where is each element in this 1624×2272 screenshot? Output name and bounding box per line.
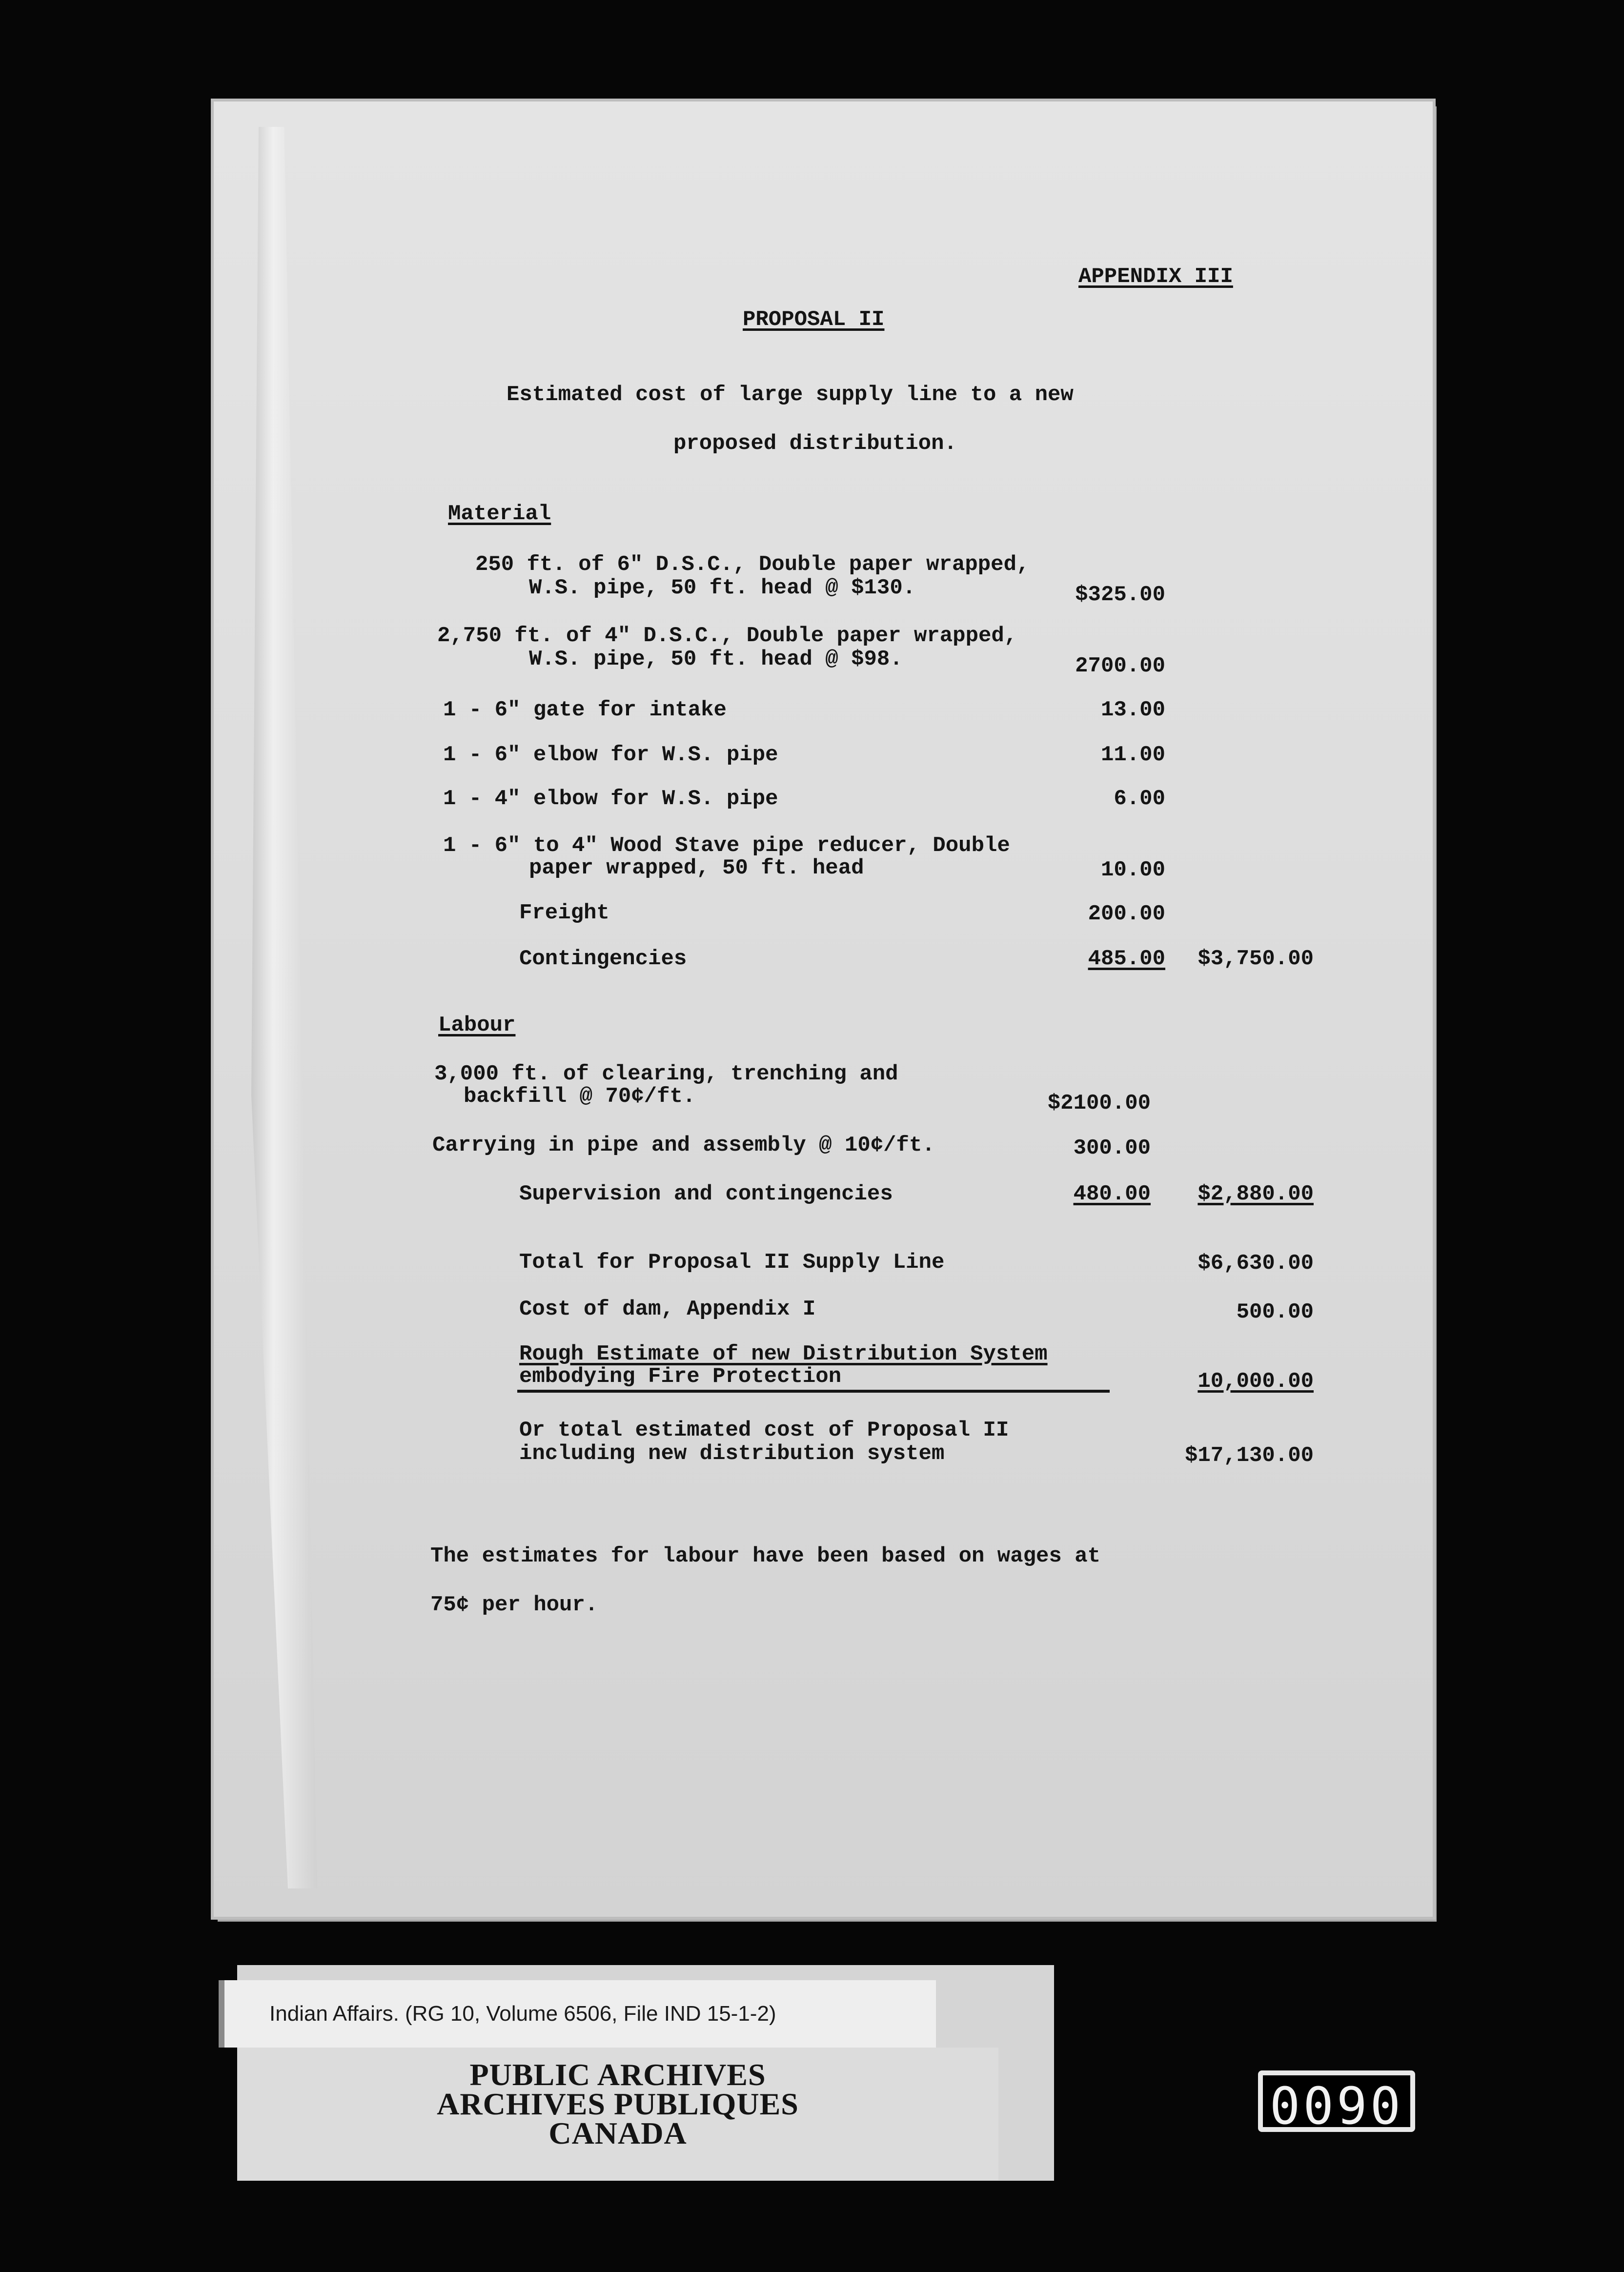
note-line-2: 75¢ per hour.: [430, 1593, 598, 1617]
material-item-2-line-1: 2,750 ft. of 4" D.S.C., Double paper wrapped,: [437, 624, 1017, 648]
appendix-heading: APPENDIX III: [1078, 264, 1233, 289]
material-freight-amount: 200.00: [1088, 902, 1165, 926]
archive-name-en: PUBLIC ARCHIVES: [469, 2057, 766, 2092]
material-item-6-line-1: 1 - 6" to 4" Wood Stave pipe reducer, Double: [443, 833, 1010, 858]
material-heading: Material: [448, 502, 551, 526]
summary-grand-total-line-2: including new distribution system: [519, 1441, 945, 1466]
archive-stamp: [237, 2048, 998, 2180]
material-contingencies-amount: 485.00: [1088, 947, 1165, 971]
labour-item-1-line-1: 3,000 ft. of clearing, trenching and: [434, 1062, 898, 1086]
material-item-2-amount: 2700.00: [1075, 654, 1165, 678]
labour-supervision: Supervision and contingencies: [519, 1182, 893, 1206]
labour-total: $2,880.00: [1198, 1182, 1314, 1206]
archive-name-fr: ARCHIVES PUBLIQUES: [437, 2087, 799, 2121]
archive-reference: Indian Affairs. (RG 10, Volume 6506, File IND 15-1-2): [219, 1980, 936, 2048]
labour-item-2-amount: 300.00: [1073, 1136, 1151, 1160]
labour-heading: Labour: [438, 1013, 516, 1037]
material-item-4-amount: 11.00: [1100, 743, 1165, 767]
material-item-3: 1 - 6" gate for intake: [443, 698, 727, 722]
proposal-heading: PROPOSAL II: [743, 307, 885, 332]
summary-supply-line-amount: $6,630.00: [1198, 1251, 1314, 1276]
summary-distribution-amount: 10,000.00: [1198, 1369, 1314, 1394]
distribution-underline: [517, 1390, 1110, 1393]
summary-dam-amount: 500.00: [1236, 1300, 1314, 1324]
labour-item-1-line-2: backfill @ 70¢/ft.: [464, 1084, 696, 1109]
title-line-2: proposed distribution.: [673, 431, 957, 456]
material-total: $3,750.00: [1198, 947, 1314, 971]
title-line-1: Estimated cost of large supply line to a new: [507, 383, 1074, 407]
material-contingencies: Contingencies: [519, 947, 687, 971]
material-item-1-line-2: W.S. pipe, 50 ft. head @ $130.: [529, 576, 916, 600]
labour-item-2: Carrying in pipe and assembly @ 10¢/ft.: [432, 1133, 935, 1157]
material-item-4: 1 - 6" elbow for W.S. pipe: [443, 743, 778, 767]
material-item-6-line-2: paper wrapped, 50 ft. head: [529, 856, 864, 880]
note-line-1: The estimates for labour have been based on wages at: [430, 1544, 1101, 1568]
labour-item-1-amount: $2100.00: [1047, 1091, 1151, 1116]
summary-grand-total-amount: $17,130.00: [1184, 1443, 1314, 1468]
material-item-2-line-2: W.S. pipe, 50 ft. head @ $98.: [529, 647, 903, 671]
material-item-5: 1 - 4" elbow for W.S. pipe: [443, 787, 778, 811]
summary-supply-line: Total for Proposal II Supply Line: [519, 1250, 945, 1275]
summary-distribution-line-2: embodying Fire Protection: [519, 1364, 842, 1389]
archive-country: CANADA: [548, 2116, 687, 2150]
summary-dam: Cost of dam, Appendix I: [519, 1297, 816, 1321]
material-freight: Freight: [519, 901, 609, 925]
material-item-6-amount: 10.00: [1100, 858, 1165, 882]
summary-grand-total-line-1: Or total estimated cost of Proposal II: [519, 1418, 1009, 1442]
document: [214, 101, 1433, 1917]
frame-number: 0090: [1258, 2070, 1415, 2132]
labour-supervision-amount: 480.00: [1073, 1182, 1151, 1206]
material-item-5-amount: 6.00: [1114, 787, 1165, 811]
material-item-1-line-1: 250 ft. of 6" D.S.C., Double paper wrapped,: [475, 552, 1030, 577]
summary-distribution-line-1: Rough Estimate of new Distribution System: [519, 1342, 1048, 1366]
material-item-3-amount: 13.00: [1100, 698, 1165, 722]
material-item-1-amount: $325.00: [1075, 583, 1165, 607]
